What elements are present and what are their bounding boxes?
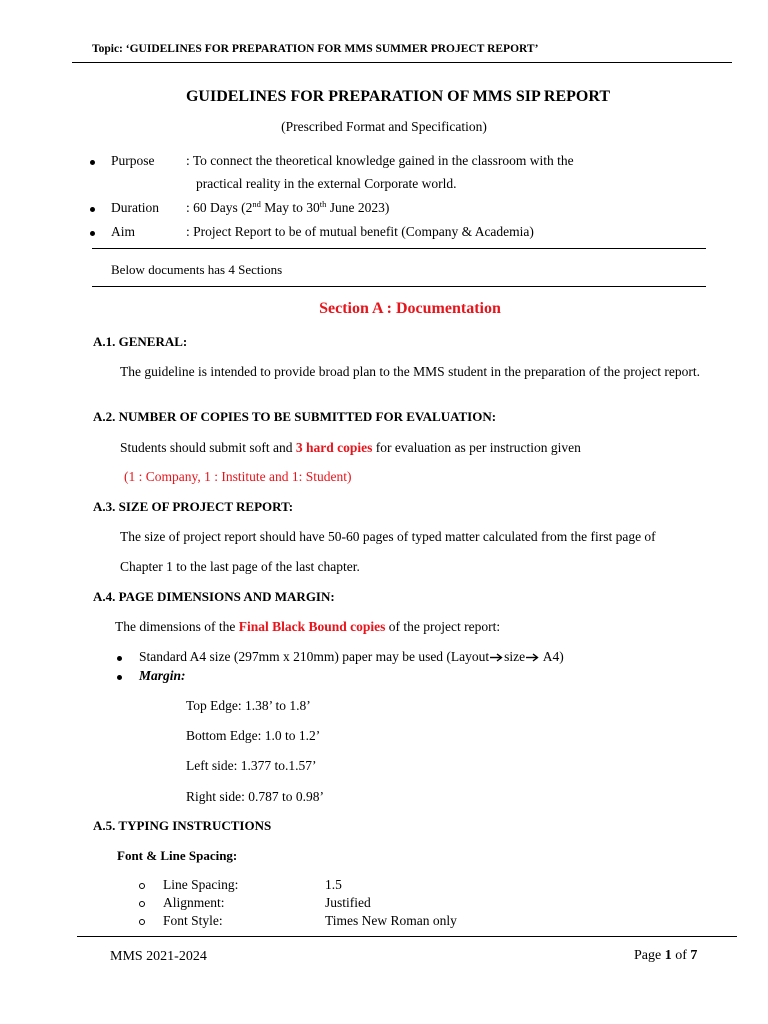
topic-title: ‘GUIDELINES FOR PREPARATION FOR MMS SUMMER PROJECT REPORT’ <box>125 43 539 55</box>
duration-part-a: : 60 Days (2 <box>186 200 253 215</box>
margin-label: Margin: <box>139 668 186 683</box>
margin-bottom-edge: Bottom Edge: 1.0 to 1.2’ <box>186 728 321 743</box>
page-current: 1 <box>664 948 672 963</box>
a4-heading: A.4. PAGE DIMENSIONS AND MARGIN: <box>93 589 335 604</box>
typing-value-line-spacing: 1.5 <box>325 877 342 892</box>
page-of-word: of <box>671 948 691 963</box>
bullet-icon <box>90 207 95 212</box>
bullet-icon <box>117 675 122 680</box>
a3-body-line1: The size of project report should have 50-60 pages of typed matter calculated from the first page of <box>120 529 656 544</box>
a2-text-pre: Students should submit soft and <box>120 440 296 455</box>
a3-heading: A.3. SIZE OF PROJECT REPORT: <box>93 499 294 514</box>
a2-body <box>120 440 581 456</box>
a4-bullet1-part-c: A4) <box>540 649 564 664</box>
margin-top-edge: Top Edge: 1.38’ to 1.8’ <box>186 698 311 713</box>
a5-subheading: Font & Line Spacing: <box>117 848 238 863</box>
circle-bullet-icon <box>139 901 145 907</box>
intro-rule-top <box>92 248 706 249</box>
aim-label: Aim <box>111 224 136 239</box>
bullet-icon <box>90 231 95 236</box>
page-number <box>634 948 697 964</box>
intro-rule-bottom <box>92 286 706 287</box>
duration-sup-nd: nd <box>252 199 261 209</box>
typing-label-font-style: Font Style: <box>163 913 223 928</box>
duration-text <box>186 200 389 216</box>
typing-label-line-spacing: Line Spacing: <box>163 877 239 892</box>
sections-note: Below documents has 4 Sections <box>111 262 283 277</box>
a2-hard-copies: 3 hard copies <box>295 440 373 455</box>
document-subtitle: (Prescribed Format and Specification) <box>281 119 487 134</box>
circle-bullet-icon <box>139 883 145 889</box>
header-rule <box>72 62 732 63</box>
topic-prefix: Topic: <box>92 43 126 55</box>
typing-value-alignment: Justified <box>325 895 371 910</box>
document-title: GUIDELINES FOR PREPARATION OF MMS SIP REPORT <box>185 88 611 105</box>
a2-note: (1 : Company, 1 : Institute and 1: Student) <box>124 469 352 484</box>
bullet-icon <box>117 656 122 661</box>
a2-heading: A.2. NUMBER OF COPIES TO BE SUBMITTED FOR EVALUATION: <box>93 409 497 424</box>
a3-body-line2: Chapter 1 to the last page of the last chapter. <box>120 559 360 574</box>
typing-label-alignment: Alignment: <box>163 895 225 910</box>
footer-rule <box>77 936 737 937</box>
duration-part-c: June 2023) <box>326 200 390 215</box>
margin-left-side: Left side: 1.377 to.1.57’ <box>186 758 317 773</box>
purpose-label: Purpose <box>111 153 155 168</box>
page-word: Page <box>634 948 665 963</box>
bullet-icon <box>90 160 95 165</box>
a4-bullet1-part-b: size <box>504 649 526 664</box>
a4-intro <box>115 619 500 635</box>
duration-part-b: May to 30 <box>260 200 320 215</box>
purpose-text-line2: practical reality in the external Corporate world. <box>196 176 457 191</box>
footer-left: MMS 2021-2024 <box>110 949 207 964</box>
a2-text-post: for evaluation as per instruction given <box>372 440 581 455</box>
margin-right-side: Right side: 0.787 to 0.98’ <box>186 789 324 804</box>
a1-heading: A.1. GENERAL: <box>93 334 188 349</box>
a4-final-copies: Final Black Bound copies <box>238 619 386 634</box>
right-arrow-icon <box>526 653 539 662</box>
aim-text: : Project Report to be of mutual benefit (Company & Academia) <box>186 224 534 239</box>
page-total: 7 <box>690 948 698 963</box>
a1-body: The guideline is intended to provide broad plan to the MMS student in the preparation of the project report. <box>120 364 700 379</box>
a4-text-post: of the project report: <box>385 619 501 634</box>
a5-heading: A.5. TYPING INSTRUCTIONS <box>93 818 272 833</box>
typing-value-font-style: Times New Roman only <box>325 913 457 928</box>
a4-bullet-paper-size <box>139 649 564 665</box>
purpose-text-line1: : To connect the theoretical knowledge gained in the classroom with the <box>186 153 574 168</box>
running-header <box>92 43 538 55</box>
circle-bullet-icon <box>139 919 145 925</box>
section-a-heading: Section A : Documentation <box>319 300 501 317</box>
a4-bullet1-part-a: Standard A4 size (297mm x 210mm) paper may be used (Layout <box>139 649 490 664</box>
duration-label: Duration <box>111 200 159 215</box>
right-arrow-icon <box>490 653 503 662</box>
a4-text-pre: The dimensions of the <box>115 619 239 634</box>
duration-sup-th: th <box>319 199 327 209</box>
